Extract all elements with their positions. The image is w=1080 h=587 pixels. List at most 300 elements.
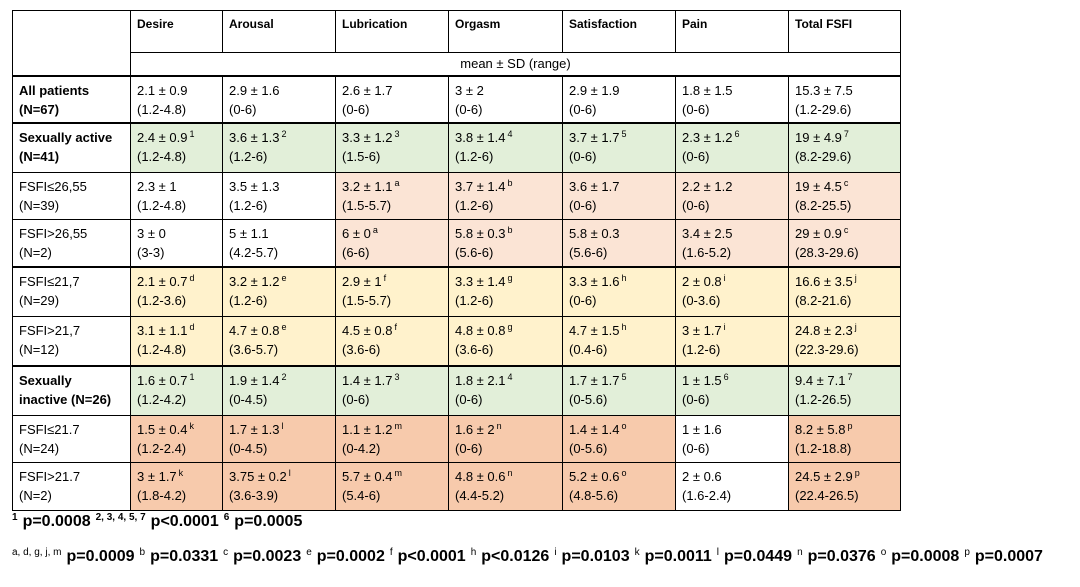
cell-mean-sd: 2.2 ± 1.2 (682, 179, 733, 194)
cell-mean-sd: 3.8 ± 1.4 (455, 129, 506, 145)
cell-mean-sd-line (229, 128, 335, 147)
cell-mean-sd: 1.9 ± 1.4 (229, 372, 280, 388)
cell-mean-sd: 1.5 ± 0.4 (137, 422, 188, 437)
cell-range: (8.2-21.6) (795, 292, 852, 308)
data-cell (449, 317, 563, 366)
cell-range: (0-4.2) (342, 441, 381, 456)
cell-range: (8.2-29.6) (795, 148, 852, 164)
column-header-arousal: Arousal (223, 11, 336, 53)
cell-range: (0-6) (455, 101, 483, 117)
table-row (13, 123, 901, 173)
cell-mean-sd-line (455, 177, 562, 196)
cell-range: (22.4-26.5) (795, 488, 859, 503)
cell-mean-sd-line (229, 177, 335, 196)
table-row (13, 416, 901, 463)
cell-mean-sd: 1.8 ± 2.1 (455, 372, 506, 388)
data-cell (676, 123, 789, 173)
cell-mean-sd-line (569, 467, 675, 486)
cell-range: (0-5.6) (569, 391, 608, 407)
cell-range: (0-6) (455, 441, 483, 456)
cell-mean-sd-line (342, 177, 448, 196)
cell-footnote-marker: 2 (281, 371, 287, 382)
data-cell (789, 416, 901, 463)
footnote-marker: 1 (12, 512, 18, 523)
row-label-line: Sexually active (19, 129, 113, 145)
row-label-cell (13, 267, 131, 317)
cell-footnote-marker: c (843, 178, 849, 188)
cell-range: (0-6) (342, 391, 370, 407)
cell-footnote-marker: l (281, 421, 284, 431)
cell-range: (0-6) (569, 148, 597, 164)
data-cell (131, 366, 223, 416)
footnote-p-value: p=0.0376 (807, 548, 876, 565)
cell-range: (1.2-29.6) (795, 101, 852, 117)
table-row (13, 173, 901, 220)
cell-mean-sd: 2.6 ± 1.7 (342, 82, 393, 98)
data-cell (336, 366, 449, 416)
data-cell (449, 463, 563, 511)
cell-range: (0-6) (682, 101, 710, 117)
cell-mean-sd: 2.3 ± 1 (137, 179, 177, 194)
cell-footnote-marker: e (281, 322, 287, 332)
footnote-marker: b (139, 547, 146, 558)
data-cell (449, 267, 563, 317)
cell-range: (3.6-5.7) (229, 342, 279, 357)
cell-range: (0-6) (229, 101, 257, 117)
cell-range: (0-6) (342, 101, 370, 117)
table-row (13, 463, 901, 511)
data-cell (563, 173, 676, 220)
footnote-marker: f (389, 547, 393, 558)
cell-range: (0-5.6) (569, 441, 608, 456)
cell-mean-sd-line (682, 224, 788, 243)
data-cell (449, 173, 563, 220)
cell-mean-sd-line (137, 177, 222, 196)
cell-footnote-marker: n (507, 468, 513, 478)
cell-mean-sd: 3 ± 1.7 (137, 469, 177, 484)
cell-range: (1.2-6) (455, 198, 494, 213)
data-cell (676, 416, 789, 463)
row-label-line: (N=67) (19, 101, 60, 117)
data-cell (223, 463, 336, 511)
footnote-p-value: p=0.0023 (233, 548, 302, 565)
data-cell (223, 123, 336, 173)
cell-mean-sd: 1.6 ± 0.7 (137, 372, 188, 388)
row-label-line: (N=24) (19, 441, 60, 456)
cell-range: (1.6-2.4) (682, 488, 732, 503)
footnote-line (12, 547, 1048, 567)
cell-range: (1.2-6) (455, 148, 494, 164)
cell-mean-sd: 5.7 ± 0.4 (342, 469, 393, 484)
cell-mean-sd: 9.4 ± 7.1 (795, 372, 846, 388)
cell-mean-sd-line (342, 420, 448, 439)
cell-range: (3.6-6) (455, 342, 494, 357)
cell-mean-sd-line (569, 272, 675, 291)
cell-mean-sd-line (229, 467, 335, 486)
cell-range: (0.4-6) (569, 342, 608, 357)
cell-mean-sd: 5.8 ± 0.3 (569, 226, 620, 241)
cell-mean-sd: 19 ± 4.5 (795, 179, 842, 194)
data-cell (789, 267, 901, 317)
table-row (13, 366, 901, 416)
cell-footnote-marker: d (189, 272, 195, 283)
cell-mean-sd-line (229, 420, 335, 439)
cell-mean-sd: 3.4 ± 2.5 (682, 226, 733, 241)
cell-mean-sd: 3.3 ± 1.6 (569, 273, 620, 289)
data-cell (223, 416, 336, 463)
cell-mean-sd-line (569, 224, 675, 243)
cell-mean-sd-line (342, 81, 448, 100)
cell-mean-sd-line (795, 272, 900, 291)
cell-range: (3-3) (137, 245, 165, 260)
data-cell (131, 416, 223, 463)
cell-range: (0-6) (682, 148, 710, 164)
cell-mean-sd-line (342, 371, 448, 390)
cell-mean-sd-line (569, 371, 675, 390)
cell-mean-sd: 15.3 ± 7.5 (795, 82, 853, 98)
cell-mean-sd: 3.6 ± 1.3 (229, 129, 280, 145)
footnote-p-value: p=0.0008 (891, 548, 960, 565)
cell-range: (0-6) (569, 198, 597, 213)
cell-footnote-marker: n (496, 421, 502, 431)
cell-range: (1.2-3.6) (137, 292, 187, 308)
data-cell (789, 463, 901, 511)
cell-footnote-marker: e (281, 272, 287, 283)
footnote-p-value: p=0.0103 (561, 548, 630, 565)
cell-mean-sd-line (795, 321, 900, 340)
data-cell (789, 123, 901, 173)
data-cell (676, 220, 789, 267)
cell-footnote-marker: 7 (847, 371, 853, 382)
column-header-orgasm: Orgasm (449, 11, 563, 53)
table-row (13, 267, 901, 317)
row-label-line: FSFI>26,55 (19, 226, 88, 241)
footnote-marker: k (634, 547, 640, 558)
data-cell (676, 317, 789, 366)
cell-mean-sd-line (682, 128, 788, 147)
cell-footnote-marker: i (723, 272, 726, 283)
subheader-statistic: mean ± SD (range) (131, 53, 901, 76)
cell-range: (4.8-5.6) (569, 488, 619, 503)
cell-mean-sd-line (795, 177, 900, 196)
cell-mean-sd-line (455, 371, 562, 390)
row-label-cell (13, 220, 131, 267)
cell-mean-sd: 2.9 ± 1.9 (569, 82, 620, 98)
header-row (13, 11, 901, 53)
cell-range: (0-6) (569, 292, 597, 308)
cell-mean-sd-line (137, 81, 222, 100)
footnote-marker: p (964, 547, 970, 558)
cell-footnote-marker: 1 (189, 371, 195, 382)
column-header-satisfaction: Satisfaction (563, 11, 676, 53)
cell-mean-sd-line (455, 81, 562, 100)
cell-mean-sd: 3.6 ± 1.7 (569, 179, 620, 194)
cell-range: (0-6) (682, 441, 710, 456)
cell-range: (0-3.6) (682, 292, 721, 308)
cell-footnote-marker: d (189, 322, 195, 332)
cell-range: (1.6-5.2) (682, 245, 732, 260)
data-cell (676, 173, 789, 220)
data-cell (449, 123, 563, 173)
data-cell (449, 76, 563, 123)
table-row (13, 220, 901, 267)
cell-mean-sd: 29 ± 0.9 (795, 226, 842, 241)
cell-range: (0-6) (682, 198, 710, 213)
cell-range: (1.2-6) (229, 198, 268, 213)
data-cell (131, 173, 223, 220)
cell-mean-sd-line (682, 272, 788, 291)
cell-range: (5.6-6) (455, 245, 494, 260)
cell-mean-sd-line (795, 467, 900, 486)
cell-mean-sd: 2.9 ± 1.6 (229, 82, 280, 98)
cell-footnote-marker: 6 (734, 128, 740, 139)
cell-mean-sd-line (455, 128, 562, 147)
footnote-p-value: p=0.0008 (22, 513, 91, 530)
cell-mean-sd: 1.7 ± 1.7 (569, 372, 620, 388)
footnote-p-value: p<0.0001 (397, 548, 466, 565)
cell-footnote-marker: 5 (621, 371, 627, 382)
data-cell (676, 267, 789, 317)
cell-mean-sd: 1.8 ± 1.5 (682, 82, 733, 98)
cell-range: (1.2-4.8) (137, 148, 187, 164)
column-header-lubrication: Lubrication (336, 11, 449, 53)
cell-mean-sd: 1 ± 1.6 (682, 422, 722, 437)
cell-footnote-marker: b (507, 178, 513, 188)
data-cell (563, 366, 676, 416)
cell-mean-sd-line (137, 467, 222, 486)
cell-mean-sd-line (795, 224, 900, 243)
data-cell (223, 267, 336, 317)
data-cell (336, 173, 449, 220)
column-header-desire: Desire (131, 11, 223, 53)
table-header (13, 11, 901, 76)
cell-mean-sd: 5.8 ± 0.3 (455, 226, 506, 241)
cell-mean-sd: 4.7 ± 1.5 (569, 323, 620, 338)
cell-footnote-marker: i (723, 322, 726, 332)
cell-mean-sd-line (342, 128, 448, 147)
cell-mean-sd-line (682, 420, 788, 439)
footnote-line (12, 512, 307, 532)
cell-range: (0-6) (569, 101, 597, 117)
cell-range: (1.5-6) (342, 148, 381, 164)
row-label-cell (13, 416, 131, 463)
cell-footnote-marker: p (854, 468, 860, 478)
data-cell (131, 123, 223, 173)
cell-footnote-marker: f (383, 272, 387, 283)
data-cell (336, 267, 449, 317)
data-cell (223, 76, 336, 123)
cell-mean-sd-line (569, 420, 675, 439)
cell-mean-sd-line (137, 321, 222, 340)
cell-mean-sd: 2 ± 0.8 (682, 273, 722, 289)
cell-mean-sd: 1 ± 1.5 (682, 372, 722, 388)
data-cell (563, 416, 676, 463)
cell-footnote-marker: c (843, 225, 849, 235)
footnote-p-value: p<0.0126 (481, 548, 550, 565)
cell-footnote-marker: 4 (507, 128, 513, 139)
data-cell (131, 76, 223, 123)
cell-mean-sd: 1.6 ± 2 (455, 422, 495, 437)
cell-range: (22.3-29.6) (795, 342, 859, 357)
cell-footnote-marker: a (394, 178, 400, 188)
cell-mean-sd: 2.1 ± 0.9 (137, 82, 188, 98)
data-cell (131, 220, 223, 267)
cell-mean-sd-line (569, 81, 675, 100)
subheader-row (13, 53, 901, 76)
row-label-line: (N=2) (19, 245, 52, 260)
cell-mean-sd-line (229, 81, 335, 100)
data-cell (449, 220, 563, 267)
footnote-marker: a, d, g, j, m (12, 547, 62, 558)
cell-mean-sd-line (569, 128, 675, 147)
row-label-line: (N=12) (19, 342, 60, 357)
data-cell (336, 123, 449, 173)
footnote-marker: h (470, 547, 477, 558)
column-header-total-fsfi: Total FSFI (789, 11, 901, 53)
cell-range: (1.2-6) (682, 342, 721, 357)
cell-mean-sd-line (795, 371, 900, 390)
cell-mean-sd-line (455, 224, 562, 243)
cell-footnote-marker: o (621, 468, 627, 478)
footnote-p-value: p=0.0011 (644, 548, 712, 565)
row-label-cell (13, 123, 131, 173)
row-label-cell (13, 173, 131, 220)
cell-footnote-marker: j (854, 322, 857, 332)
cell-mean-sd: 3 ± 0 (137, 226, 166, 241)
cell-range: (5.6-6) (569, 245, 608, 260)
cell-footnote-marker: m (394, 468, 403, 478)
footnote-marker: o (880, 547, 887, 558)
cell-footnote-marker: a (372, 225, 378, 235)
cell-range: (8.2-25.5) (795, 198, 852, 213)
cell-mean-sd: 3.75 ± 0.2 (229, 469, 287, 484)
cell-footnote-marker: o (621, 421, 627, 431)
row-label-line: FSFI≤21.7 (19, 422, 80, 437)
data-cell (223, 317, 336, 366)
cell-mean-sd: 1.4 ± 1.4 (569, 422, 620, 437)
cell-range: (0-4.5) (229, 441, 268, 456)
cell-mean-sd-line (682, 177, 788, 196)
footnote-marker: 2, 3, 4, 5, 7 (95, 512, 146, 523)
footnote-p-value: p=0.0449 (724, 548, 793, 565)
cell-mean-sd-line (229, 224, 335, 243)
data-cell (336, 76, 449, 123)
cell-mean-sd-line (137, 272, 222, 291)
cell-mean-sd-line (137, 224, 222, 243)
cell-footnote-marker: k (189, 421, 195, 431)
cell-mean-sd-line (455, 420, 562, 439)
footnote-p-value: p=0.0002 (316, 548, 385, 565)
cell-footnote-marker: 6 (723, 371, 729, 382)
cell-mean-sd-line (795, 81, 900, 100)
data-cell (563, 123, 676, 173)
cell-mean-sd-line (795, 128, 900, 147)
cell-mean-sd: 3 ± 2 (455, 82, 484, 98)
cell-mean-sd: 4.5 ± 0.8 (342, 323, 393, 338)
table-body (13, 76, 901, 511)
cell-mean-sd: 1.7 ± 1.3 (229, 422, 280, 437)
data-cell (449, 416, 563, 463)
data-cell (563, 463, 676, 511)
cell-mean-sd: 3 ± 1.7 (682, 323, 722, 338)
cell-range: (1.2-18.8) (795, 441, 852, 456)
footnote-p-value: p=0.0007 (974, 548, 1043, 565)
data-cell (336, 463, 449, 511)
cell-range: (3.6-3.9) (229, 488, 279, 503)
cell-footnote-marker: 3 (394, 128, 400, 139)
cell-mean-sd-line (682, 81, 788, 100)
row-label-line: FSFI>21.7 (19, 469, 81, 484)
cell-mean-sd-line (342, 321, 448, 340)
cell-mean-sd: 4.7 ± 0.8 (229, 323, 280, 338)
cell-range: (3.6-6) (342, 342, 381, 357)
row-label-line: Sexually (19, 372, 72, 388)
cell-range: (0-6) (682, 391, 710, 407)
table-row (13, 76, 901, 123)
footnote-marker: c (223, 547, 229, 558)
cell-mean-sd-line (229, 272, 335, 291)
cell-mean-sd: 2.1 ± 0.7 (137, 273, 188, 289)
row-label-line: (N=41) (19, 148, 60, 164)
cell-range: (1.2-4.8) (137, 342, 187, 357)
cell-mean-sd-line (682, 321, 788, 340)
cell-mean-sd: 5 ± 1.1 (229, 226, 269, 241)
cell-range: (28.3-29.6) (795, 245, 859, 260)
footnote-p-value: p<0.0001 (150, 513, 219, 530)
cell-mean-sd: 3.2 ± 1.1 (342, 179, 393, 194)
cell-mean-sd-line (342, 467, 448, 486)
cell-mean-sd-line (342, 272, 448, 291)
data-cell (789, 317, 901, 366)
data-cell (676, 463, 789, 511)
corner-cell (13, 11, 131, 76)
data-cell (676, 366, 789, 416)
cell-range: (1.2-6) (229, 148, 268, 164)
cell-range: (4.4-5.2) (455, 488, 505, 503)
cell-footnote-marker: g (507, 322, 513, 332)
cell-footnote-marker: j (854, 272, 857, 283)
cell-range: (1.2-2.4) (137, 441, 187, 456)
row-label-line: FSFI≤26,55 (19, 179, 87, 194)
cell-mean-sd: 24.5 ± 2.9 (795, 469, 853, 484)
cell-mean-sd-line (455, 272, 562, 291)
cell-mean-sd-line (569, 321, 675, 340)
row-label-line: All patients (19, 82, 90, 98)
cell-mean-sd-line (137, 371, 222, 390)
cell-mean-sd: 2.9 ± 1 (342, 273, 382, 289)
cell-footnote-marker: 7 (843, 128, 849, 139)
row-label-cell (13, 366, 131, 416)
data-cell (563, 317, 676, 366)
cell-mean-sd: 3.1 ± 1.1 (137, 323, 188, 338)
cell-range: (4.2-5.7) (229, 245, 279, 260)
cell-mean-sd: 5.2 ± 0.6 (569, 469, 620, 484)
cell-mean-sd: 2 ± 0.6 (682, 469, 722, 484)
cell-footnote-marker: g (507, 272, 513, 283)
cell-footnote-marker: 5 (621, 128, 627, 139)
data-cell (223, 173, 336, 220)
footnote-marker: l (716, 547, 720, 558)
cell-footnote-marker: 4 (507, 371, 513, 382)
cell-footnote-marker: m (394, 421, 403, 431)
row-label-line: (N=2) (19, 488, 52, 503)
footnote-marker: 6 (223, 512, 230, 523)
cell-range: (5.4-6) (342, 488, 381, 503)
cell-footnote-marker: f (394, 322, 398, 332)
data-cell (131, 267, 223, 317)
cell-range: (1.8-4.2) (137, 488, 187, 503)
cell-mean-sd: 24.8 ± 2.3 (795, 323, 853, 338)
